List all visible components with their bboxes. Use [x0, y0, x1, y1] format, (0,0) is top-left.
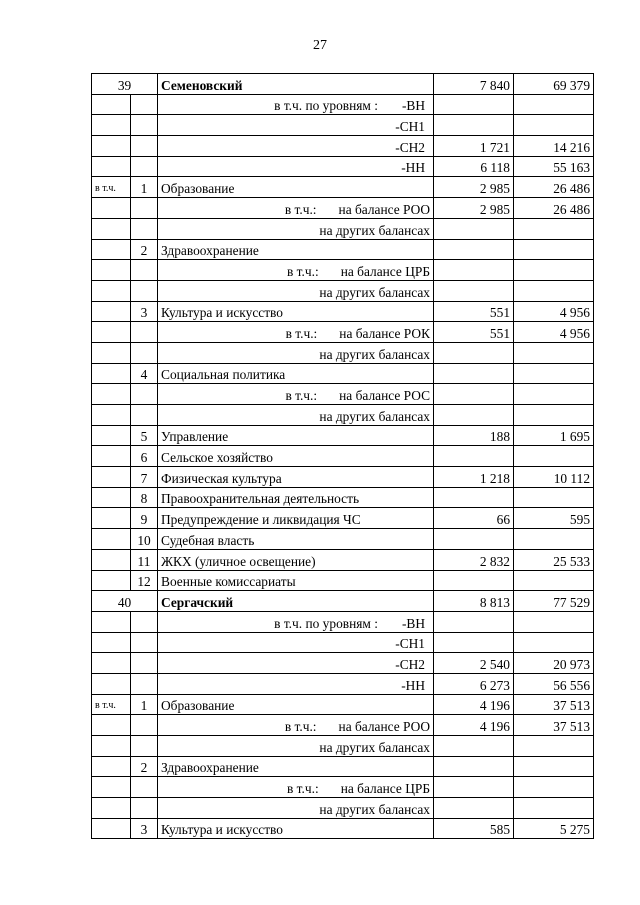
prefix-cell [92, 508, 131, 529]
value-col-1 [434, 756, 514, 777]
table-row-other [92, 736, 594, 757]
prefix-cell [92, 467, 131, 488]
sub-number-cell [131, 611, 158, 632]
value-col-1 [434, 218, 514, 239]
table-row-district [92, 74, 594, 95]
balance-intro: в т.ч.: [284, 201, 317, 217]
category-name: Сельское хозяйство [158, 446, 434, 467]
table-row-district [92, 591, 594, 612]
value-col-2: 37 513 [514, 694, 594, 715]
level-label: -СН1 [158, 115, 434, 136]
sub-number-cell [131, 673, 158, 694]
table-row-category [92, 529, 594, 550]
category-name: Судебная власть [158, 529, 434, 550]
prefix-cell [92, 322, 131, 343]
levels-intro: в т.ч. по уровням : [274, 615, 378, 631]
district-name: Семеновский [158, 74, 434, 95]
sub-number-cell: 4 [131, 363, 158, 384]
value-col-2 [514, 115, 594, 136]
sub-number-cell: 5 [131, 425, 158, 446]
value-col-1 [434, 280, 514, 301]
category-name: Физическая культура [158, 467, 434, 488]
sub-number-cell [131, 218, 158, 239]
value-col-1 [434, 798, 514, 819]
value-col-1: 551 [434, 301, 514, 322]
value-col-2: 77 529 [514, 591, 594, 612]
value-col-1: 2 985 [434, 177, 514, 198]
value-col-1: 2 832 [434, 549, 514, 570]
sub-number-cell: 7 [131, 467, 158, 488]
table-row-level [92, 653, 594, 674]
value-col-2 [514, 611, 594, 632]
category-name: Предупреждение и ликвидация ЧС [158, 508, 434, 529]
value-col-2 [514, 570, 594, 591]
table-row-category [92, 425, 594, 446]
prefix-cell: в т.ч. [92, 177, 131, 198]
table-row-balance [92, 260, 594, 281]
table-row-category [92, 446, 594, 467]
value-col-1 [434, 342, 514, 363]
level-label: -НН [158, 156, 434, 177]
table-row-category [92, 363, 594, 384]
prefix-cell [92, 487, 131, 508]
value-col-2 [514, 756, 594, 777]
district-name: Сергачский [158, 591, 434, 612]
prefix-cell [92, 301, 131, 322]
prefix-cell [92, 239, 131, 260]
other-balance-label: на других балансах [158, 405, 434, 426]
prefix-cell [92, 818, 131, 839]
table-row-category [92, 694, 594, 715]
table-row-category [92, 549, 594, 570]
table-row-levels [92, 94, 594, 115]
value-col-1 [434, 777, 514, 798]
value-col-2 [514, 384, 594, 405]
prefix-cell [92, 611, 131, 632]
value-col-1: 6 273 [434, 673, 514, 694]
sub-number-cell [131, 136, 158, 157]
balance-intro: в т.ч.: [285, 388, 318, 403]
sub-number-cell: 11 [131, 549, 158, 570]
table-row-other [92, 280, 594, 301]
table-row-balance [92, 384, 594, 405]
value-col-2: 56 556 [514, 673, 594, 694]
value-col-2: 595 [514, 508, 594, 529]
sub-number-cell [131, 260, 158, 281]
prefix-cell [92, 756, 131, 777]
table-row-other [92, 218, 594, 239]
value-col-1 [434, 115, 514, 136]
value-col-1 [434, 94, 514, 115]
prefix-cell [92, 260, 131, 281]
sub-number-cell [131, 156, 158, 177]
prefix-cell [92, 529, 131, 550]
prefix-cell: в т.ч. [92, 694, 131, 715]
value-col-2 [514, 94, 594, 115]
sub-number-cell: 10 [131, 529, 158, 550]
value-col-2: 10 112 [514, 467, 594, 488]
table-row-balance [92, 198, 594, 219]
category-name: Здравоохранение [158, 239, 434, 260]
value-col-1 [434, 570, 514, 591]
table-row-category [92, 487, 594, 508]
value-col-2 [514, 798, 594, 819]
sub-number-cell: 2 [131, 756, 158, 777]
table-row-other [92, 798, 594, 819]
sub-number-cell: 8 [131, 487, 158, 508]
district-number: 39 [92, 74, 158, 95]
table-row-levels [92, 611, 594, 632]
prefix-cell [92, 570, 131, 591]
value-col-2: 25 533 [514, 549, 594, 570]
prefix-cell [92, 549, 131, 570]
prefix-cell [92, 384, 131, 405]
balance-cell [158, 322, 434, 343]
value-col-2 [514, 529, 594, 550]
value-col-1 [434, 529, 514, 550]
sub-number-cell: 1 [131, 694, 158, 715]
levels-cell [158, 611, 434, 632]
prefix-cell [92, 405, 131, 426]
sub-number-cell [131, 280, 158, 301]
category-name: Правоохранительная деятельность [158, 487, 434, 508]
value-col-2 [514, 405, 594, 426]
prefix-cell [92, 632, 131, 653]
prefix-cell [92, 777, 131, 798]
category-name: Военные комиссариаты [158, 570, 434, 591]
balance-label: на балансе ЦРБ [340, 781, 431, 797]
value-col-2 [514, 777, 594, 798]
value-col-1 [434, 405, 514, 426]
prefix-cell [92, 156, 131, 177]
report-table-body [92, 74, 594, 839]
table-row-category [92, 301, 594, 322]
value-col-2: 69 379 [514, 74, 594, 95]
balance-label: на балансе РОС [339, 388, 431, 403]
sub-number-cell [131, 94, 158, 115]
prefix-cell [92, 653, 131, 674]
sub-number-cell [131, 736, 158, 757]
value-col-2 [514, 239, 594, 260]
value-col-1 [434, 736, 514, 757]
value-col-1: 585 [434, 818, 514, 839]
table-row-other [92, 342, 594, 363]
balance-label: на балансе РОК [339, 325, 431, 341]
table-row-level [92, 673, 594, 694]
balance-label: на балансе РОО [338, 201, 431, 217]
prefix-cell [92, 280, 131, 301]
prefix-cell [92, 736, 131, 757]
balance-intro: в т.ч.: [287, 781, 319, 797]
table-row-category [92, 818, 594, 839]
value-col-2: 4 956 [514, 301, 594, 322]
prefix-cell [92, 218, 131, 239]
prefix-cell [92, 115, 131, 136]
table-row-category [92, 467, 594, 488]
balance-cell [158, 715, 434, 736]
value-col-1: 6 118 [434, 156, 514, 177]
value-col-1 [434, 363, 514, 384]
value-col-1: 8 813 [434, 591, 514, 612]
prefix-cell [92, 446, 131, 467]
value-col-1 [434, 611, 514, 632]
page-number: 27 [313, 38, 327, 53]
balance-cell [158, 384, 434, 405]
value-col-2 [514, 736, 594, 757]
prefix-cell [92, 342, 131, 363]
value-col-2 [514, 342, 594, 363]
levels-intro: в т.ч. по уровням : [274, 98, 378, 114]
table-row-other [92, 405, 594, 426]
value-col-1: 188 [434, 425, 514, 446]
level-label: -НН [158, 673, 434, 694]
value-col-1: 1 721 [434, 136, 514, 157]
value-col-1: 7 840 [434, 74, 514, 95]
value-col-2: 20 973 [514, 653, 594, 674]
table-row-category [92, 508, 594, 529]
value-col-1 [434, 487, 514, 508]
balance-cell [158, 198, 434, 219]
balance-label: на балансе ЦРБ [340, 263, 431, 279]
table-row-category [92, 756, 594, 777]
value-col-2: 37 513 [514, 715, 594, 736]
table-row-level [92, 632, 594, 653]
value-col-2 [514, 363, 594, 384]
value-col-1 [434, 632, 514, 653]
value-col-2 [514, 446, 594, 467]
sub-number-cell [131, 632, 158, 653]
value-col-1: 66 [434, 508, 514, 529]
sub-number-cell [131, 798, 158, 819]
category-name: Культура и искусство [158, 818, 434, 839]
sub-number-cell [131, 715, 158, 736]
sub-number-cell: 3 [131, 301, 158, 322]
value-col-1 [434, 446, 514, 467]
category-name: Социальная политика [158, 363, 434, 384]
sub-number-cell [131, 322, 158, 343]
prefix-cell [92, 425, 131, 446]
value-col-2: 4 956 [514, 322, 594, 343]
category-name: Образование [158, 177, 434, 198]
sub-number-cell [131, 405, 158, 426]
levels-cell [158, 94, 434, 115]
value-col-2: 26 486 [514, 198, 594, 219]
report-table [91, 73, 594, 839]
sub-number-cell: 9 [131, 508, 158, 529]
value-col-1 [434, 260, 514, 281]
district-number: 40 [92, 591, 158, 612]
table-row-balance [92, 715, 594, 736]
value-col-2 [514, 280, 594, 301]
value-col-1: 1 218 [434, 467, 514, 488]
balance-cell [158, 260, 434, 281]
table-row-level [92, 156, 594, 177]
sub-number-cell: 1 [131, 177, 158, 198]
category-name: Управление [158, 425, 434, 446]
level-label: -СН2 [158, 136, 434, 157]
sub-number-cell [131, 198, 158, 219]
prefix-cell [92, 715, 131, 736]
level-label: -ВН [401, 98, 426, 114]
value-col-2 [514, 218, 594, 239]
other-balance-label: на других балансах [158, 736, 434, 757]
value-col-1: 2 985 [434, 198, 514, 219]
value-col-2: 55 163 [514, 156, 594, 177]
table-row-balance [92, 322, 594, 343]
balance-label: на балансе РОО [338, 719, 431, 734]
table-row-level [92, 136, 594, 157]
category-name: ЖКХ (уличное освещение) [158, 549, 434, 570]
prefix-cell [92, 136, 131, 157]
sub-number-cell [131, 653, 158, 674]
table-row-level [92, 115, 594, 136]
level-label: -ВН [401, 615, 426, 631]
value-col-2 [514, 260, 594, 281]
prefix-cell [92, 94, 131, 115]
other-balance-label: на других балансах [158, 280, 434, 301]
sub-number-cell: 3 [131, 818, 158, 839]
table-row-balance [92, 777, 594, 798]
other-balance-label: на других балансах [158, 218, 434, 239]
category-name: Культура и искусство [158, 301, 434, 322]
sub-number-cell: 2 [131, 239, 158, 260]
prefix-cell [92, 798, 131, 819]
value-col-2: 26 486 [514, 177, 594, 198]
other-balance-label: на других балансах [158, 342, 434, 363]
prefix-cell [92, 198, 131, 219]
sub-number-cell [131, 115, 158, 136]
prefix-cell [92, 673, 131, 694]
table-row-category [92, 177, 594, 198]
value-col-1: 551 [434, 322, 514, 343]
prefix-cell [92, 363, 131, 384]
table-row-category [92, 239, 594, 260]
value-col-2: 1 695 [514, 425, 594, 446]
other-balance-label: на других балансах [158, 798, 434, 819]
category-name: Здравоохранение [158, 756, 434, 777]
value-col-1: 4 196 [434, 694, 514, 715]
sub-number-cell [131, 777, 158, 798]
value-col-2: 5 275 [514, 818, 594, 839]
value-col-1 [434, 384, 514, 405]
sub-number-cell [131, 384, 158, 405]
value-col-2: 14 216 [514, 136, 594, 157]
sub-number-cell: 6 [131, 446, 158, 467]
balance-intro: в т.ч.: [285, 325, 318, 341]
balance-cell [158, 777, 434, 798]
balance-intro: в т.ч.: [284, 719, 317, 734]
level-label: -СН2 [158, 653, 434, 674]
value-col-1: 2 540 [434, 653, 514, 674]
balance-intro: в т.ч.: [287, 263, 319, 279]
value-col-2 [514, 487, 594, 508]
sub-number-cell: 12 [131, 570, 158, 591]
category-name: Образование [158, 694, 434, 715]
level-label: -СН1 [158, 632, 434, 653]
value-col-1: 4 196 [434, 715, 514, 736]
value-col-1 [434, 239, 514, 260]
table-row-category [92, 570, 594, 591]
sub-number-cell [131, 342, 158, 363]
value-col-2 [514, 632, 594, 653]
